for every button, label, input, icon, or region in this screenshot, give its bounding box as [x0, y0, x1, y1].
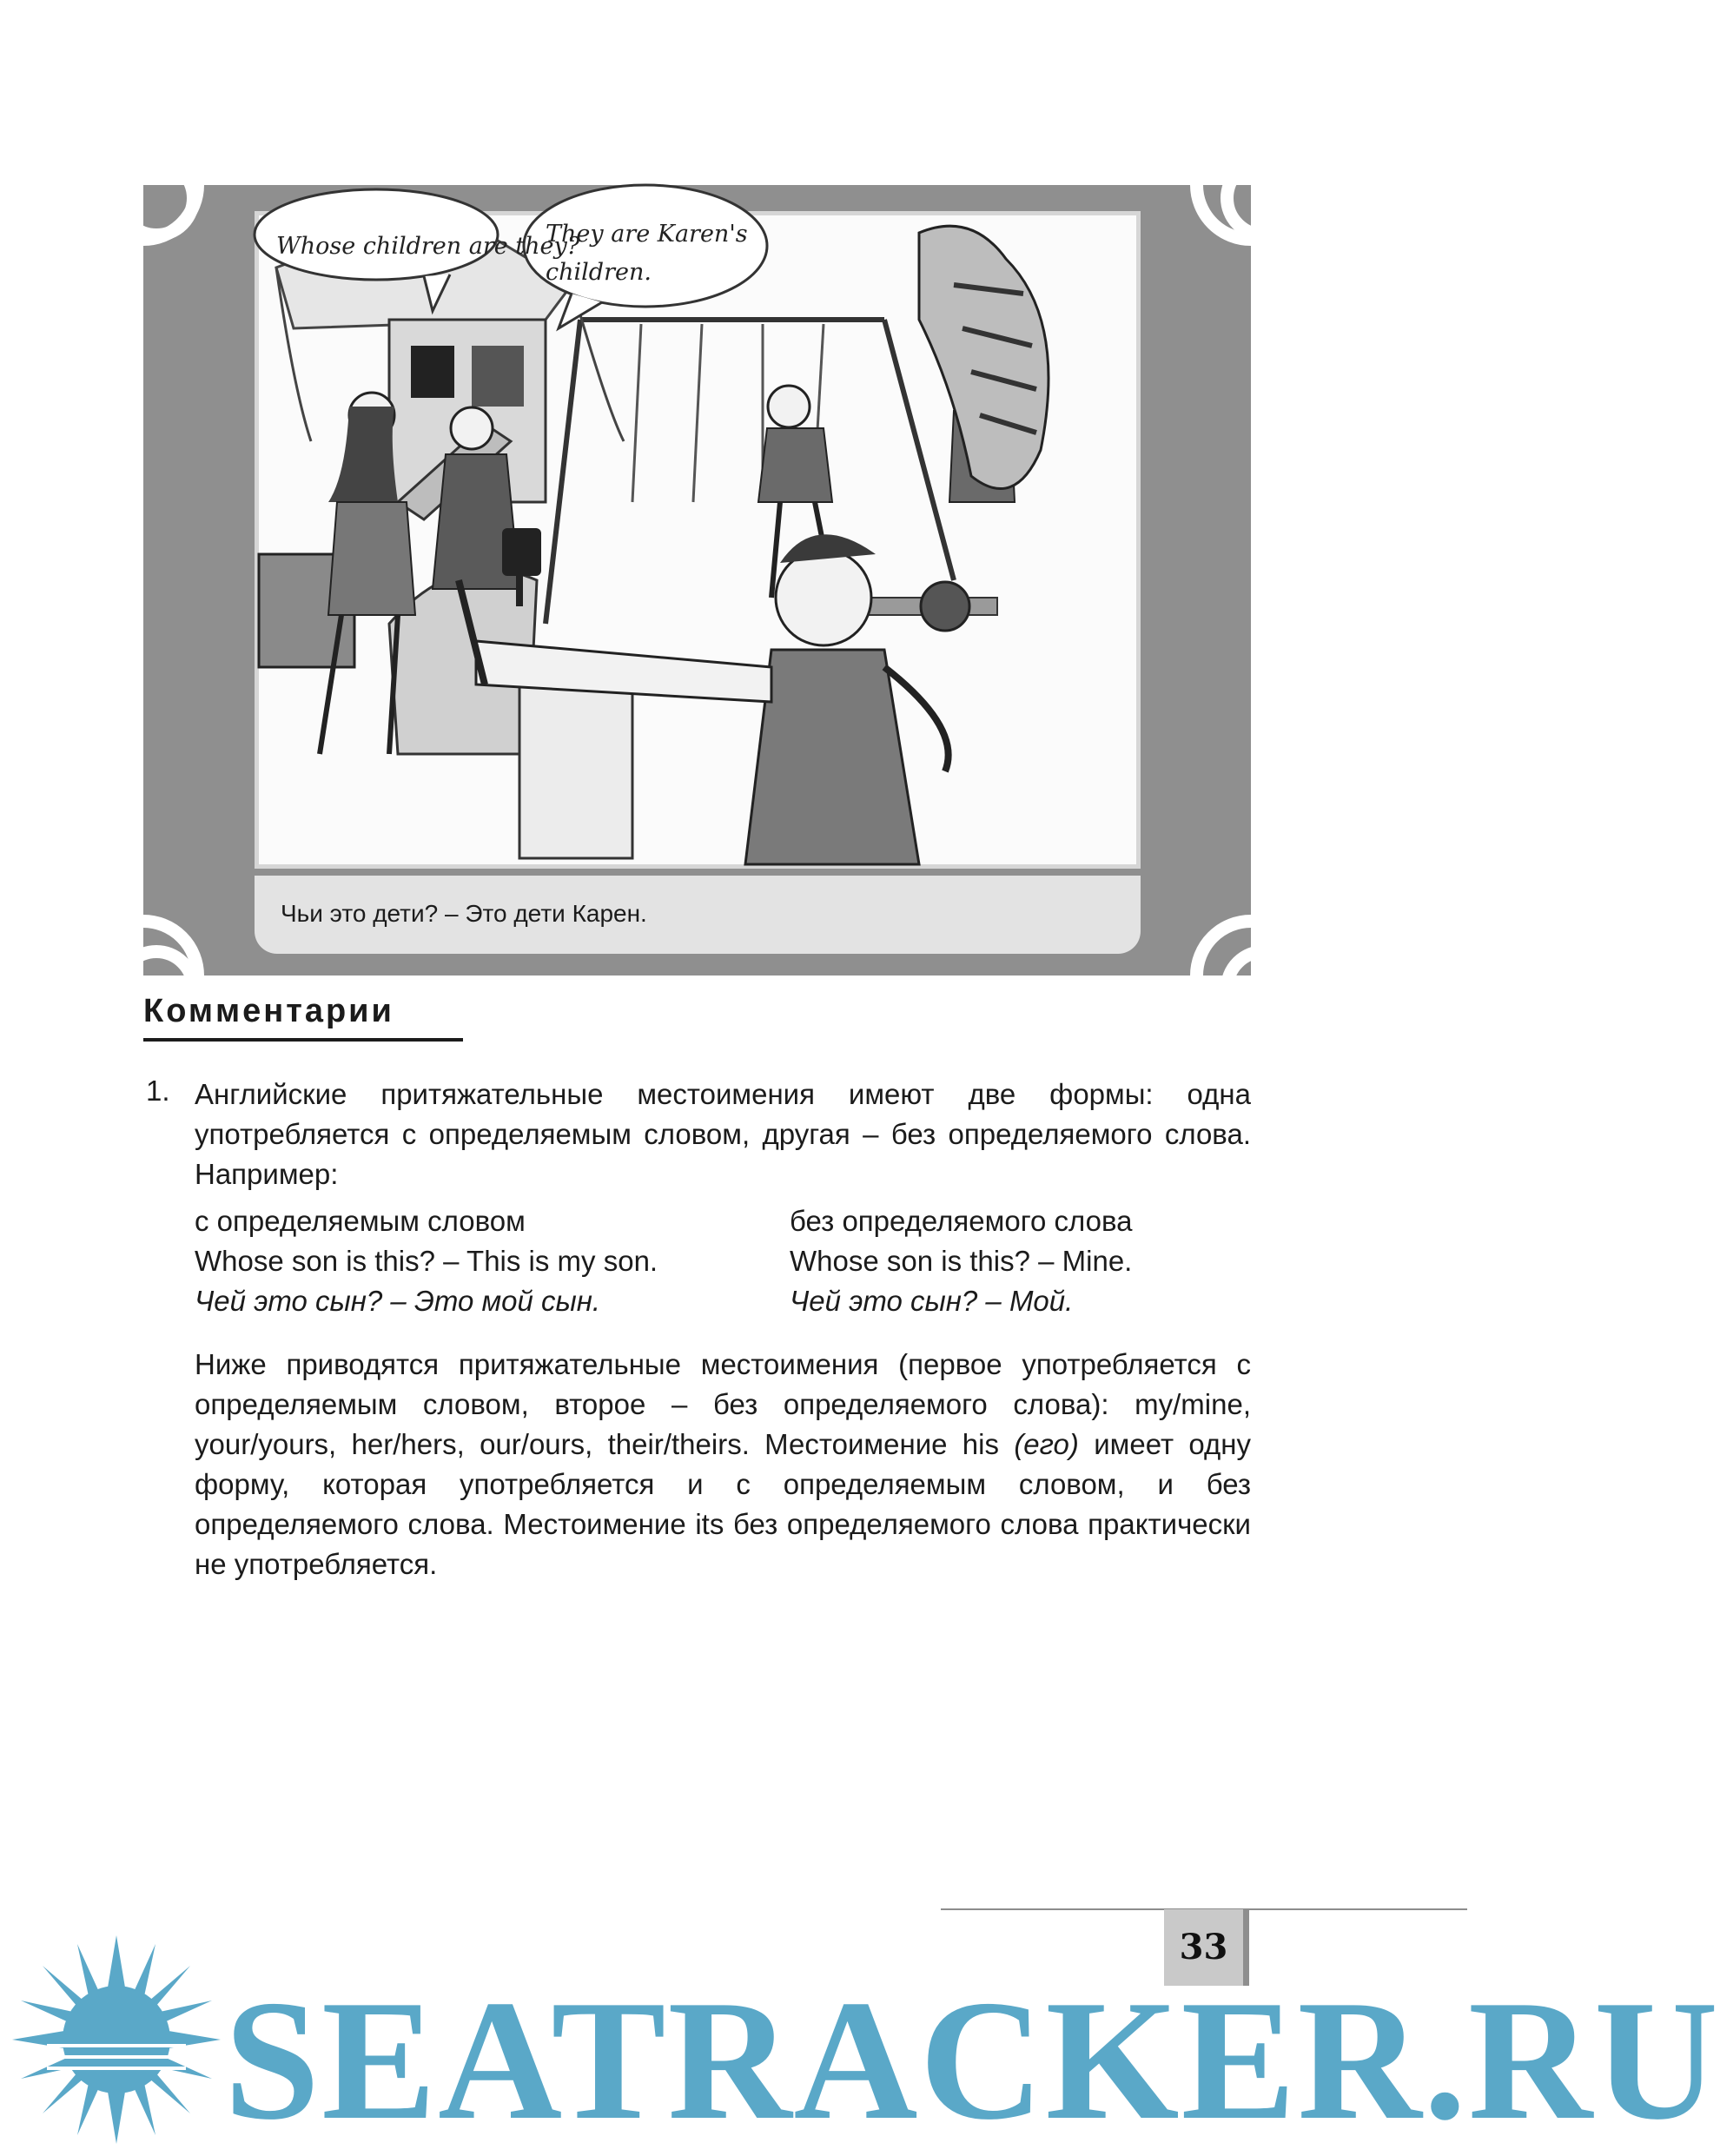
example-right-russian: Чей это сын? – Мой.	[790, 1285, 1074, 1317]
example-without-noun	[790, 1201, 1133, 1321]
playground-drawing	[259, 215, 1136, 864]
comments-heading: Комментарии	[143, 993, 394, 1029]
example-left-russian: Чей это сын? – Это мой сын.	[195, 1285, 601, 1317]
watermark-text: SEATRACKER.RU	[224, 1965, 1720, 2155]
example-right-label: без определяемого слова	[790, 1205, 1133, 1237]
speech-bubble-answer-line1: They are Karen's	[546, 221, 748, 248]
example-left-english: Whose son is this? – This is my son.	[195, 1245, 658, 1277]
list-item-number: 1.	[146, 1075, 170, 1107]
frame-corner-ornament	[1190, 124, 1312, 246]
page-number: 33	[1179, 1927, 1228, 1968]
example-with-noun	[195, 1201, 658, 1321]
paragraph2-italic: (его)	[1014, 1428, 1079, 1460]
heading-underline	[143, 1038, 463, 1042]
frame-corner-ornament	[83, 124, 204, 246]
example-right-english: Whose son is this? – Mine.	[790, 1245, 1133, 1277]
paragraph-intro: Английские притяжательные местоимения имеют две формы: одна употребляется с определяемым словом, другая – без определяемого слова. Например:	[195, 1078, 1251, 1190]
comments-heading-block	[143, 993, 463, 1036]
playground-illustration	[255, 211, 1141, 869]
speech-bubble-question: Whose children are they?	[276, 233, 580, 260]
speech-bubble-answer-line2: children.	[546, 259, 652, 286]
illustration-frame	[143, 185, 1251, 975]
sun-logo-icon	[12, 1935, 221, 2144]
paragraph2-part2: имеет одну форму, которая употребляется и с определяемым словом, и без определяемого слова. Местоимение its без определяемого слова практически не употребляется.	[195, 1428, 1252, 1580]
illustration-caption-box	[255, 876, 1141, 954]
frame-corner-ornament	[1190, 915, 1312, 1036]
paragraph-pronouns	[195, 1345, 1251, 1584]
example-left-label: с определяемым словом	[195, 1205, 526, 1237]
paragraph2-part1: Ниже приводятся притяжательные местоимения (первое употребляется с определяемым словом, второе – без определяемого слова): my/mine, your/yours, her/hers, our/ours, their/theirs. Местоимение his	[195, 1348, 1251, 1460]
illustration-caption: Чьи это дети? – Это дети Карен.	[281, 900, 647, 927]
